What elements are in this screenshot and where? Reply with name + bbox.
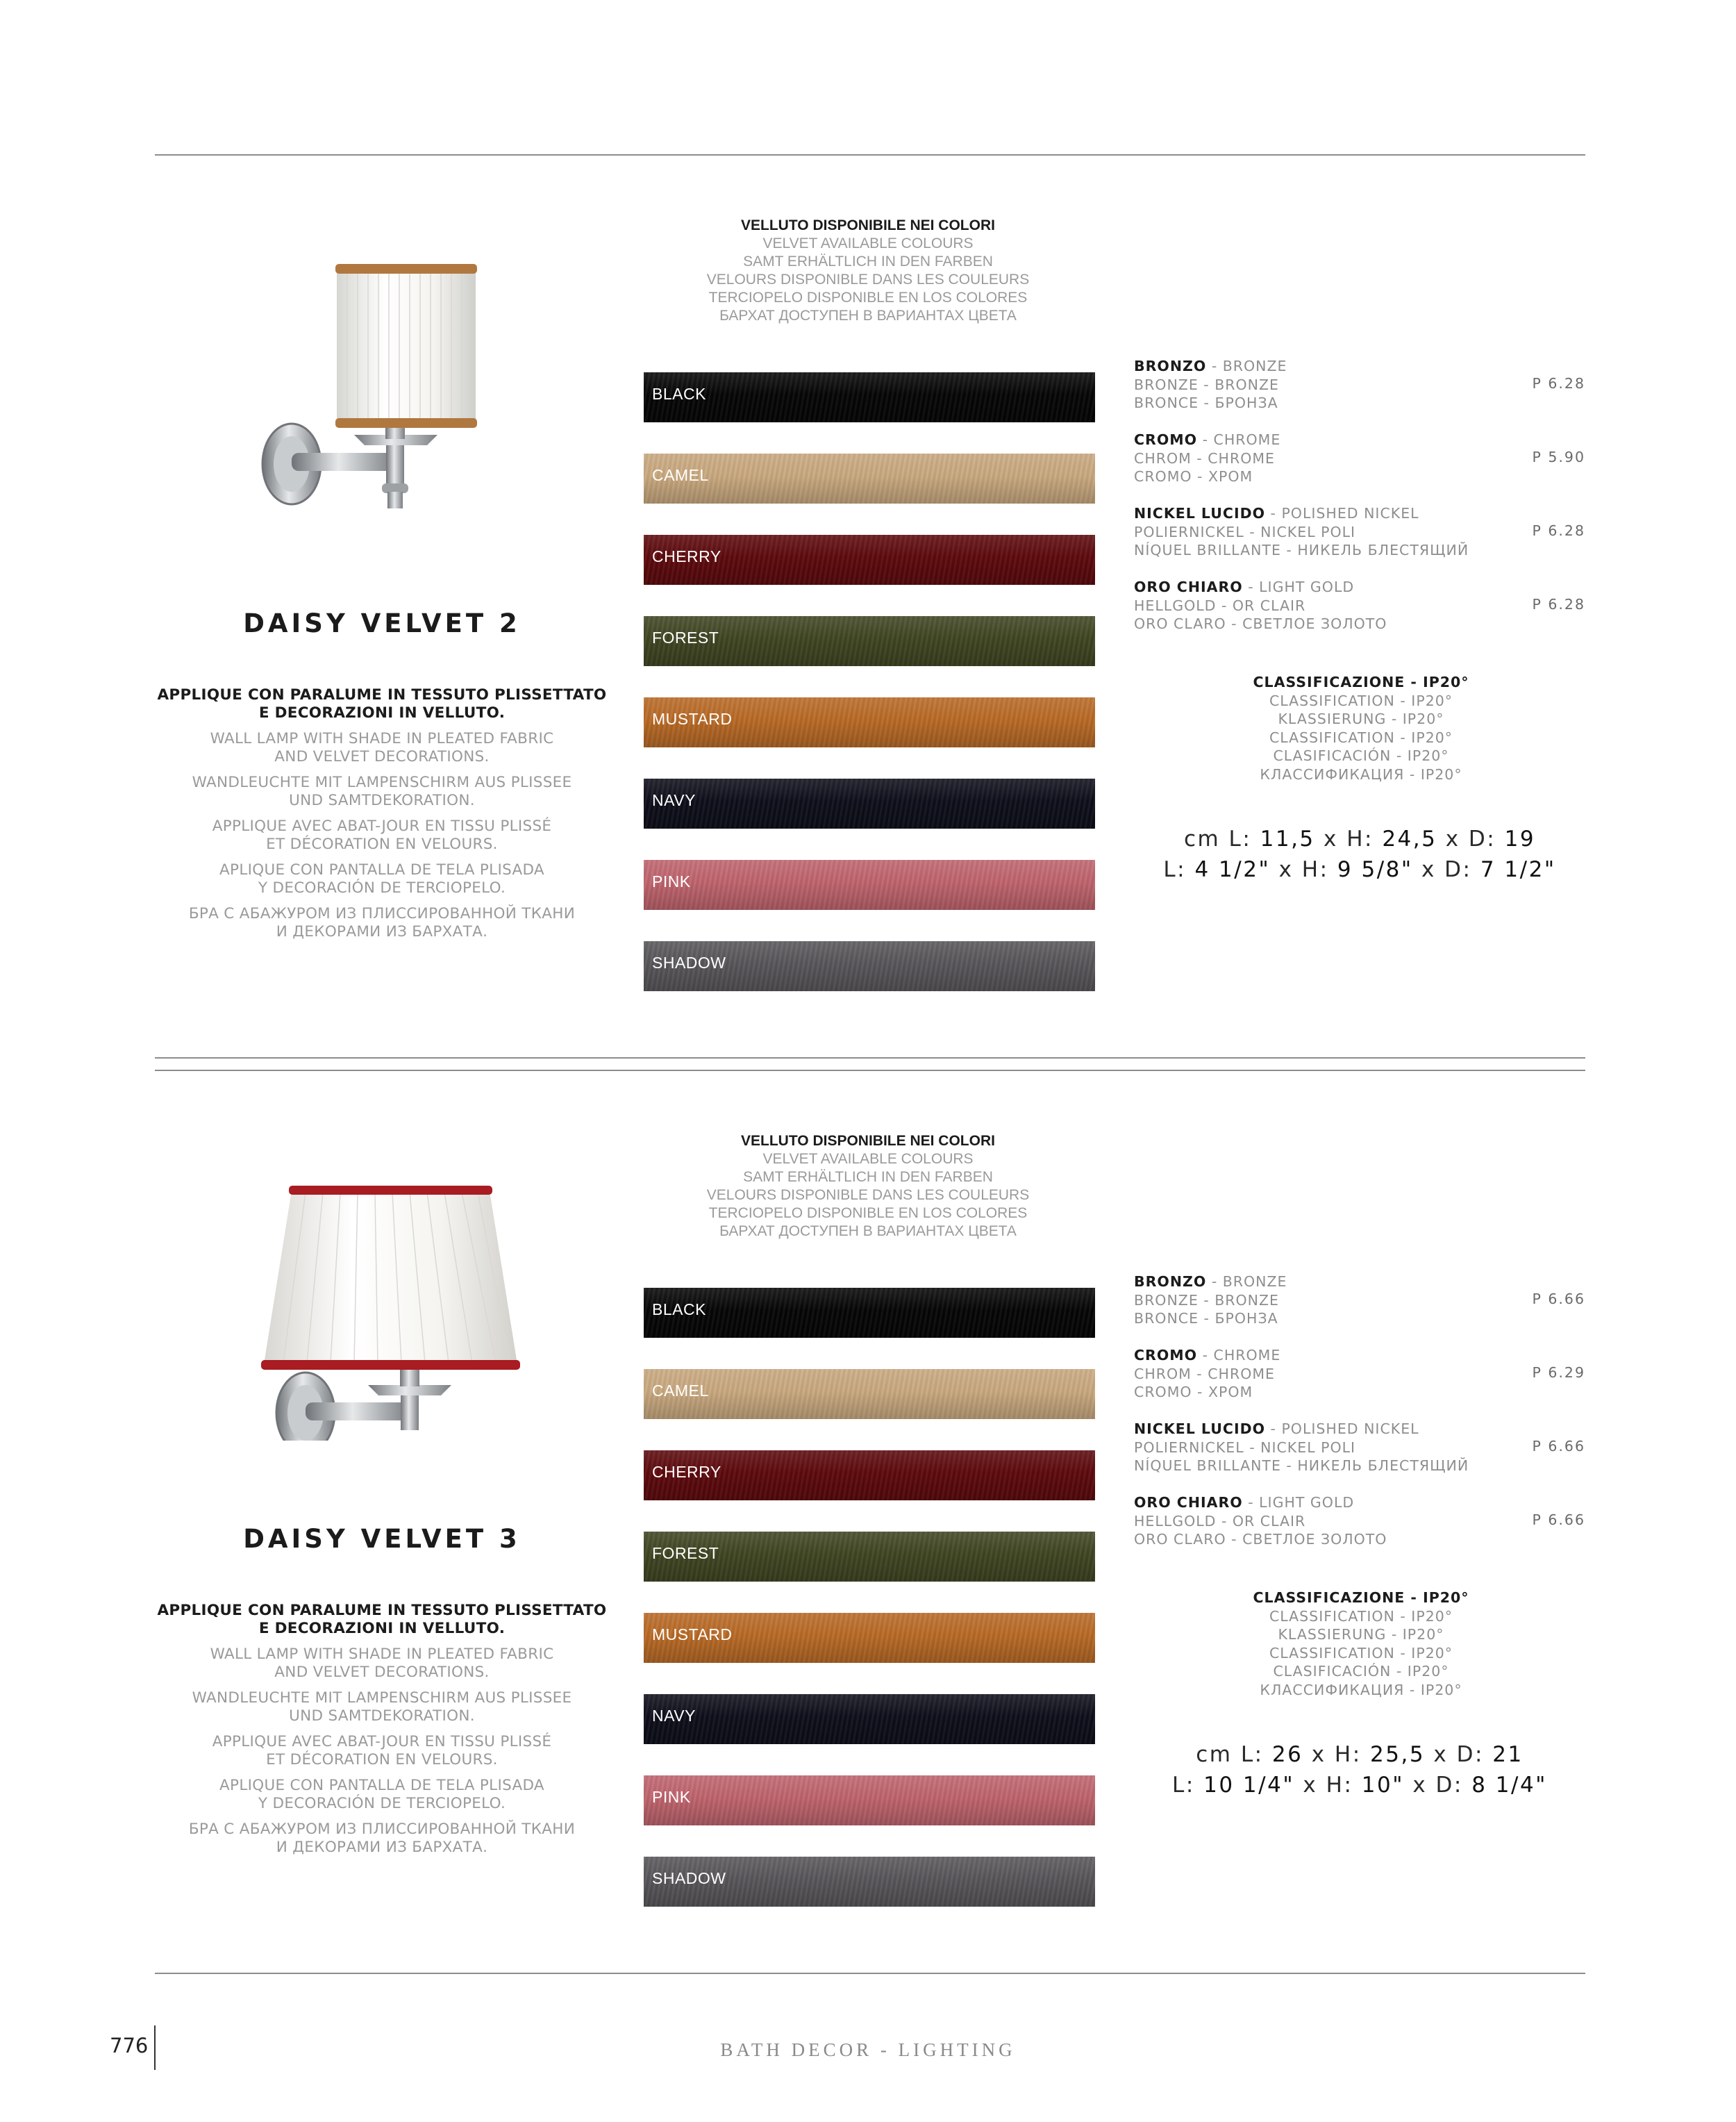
dim-value: 19 xyxy=(1504,827,1536,852)
finish-name-de-fr: CHROM - CHROME xyxy=(1134,1365,1275,1382)
finish-cromo xyxy=(1134,431,1585,486)
desc-en: WALL LAMP WITH SHADE IN PLEATED FABRIC AND VELVET DECORATIONS. xyxy=(210,1646,554,1681)
velvet-heading-en: VELVET AVAILABLE COLOURS xyxy=(762,1151,974,1167)
product-description xyxy=(153,1602,611,1864)
swatch-mustard xyxy=(644,697,1095,747)
finish-price: P 6.66 xyxy=(1532,1511,1585,1528)
dim-value: 7 1/2" xyxy=(1480,857,1556,882)
desc-es: APLIQUE CON PANTALLA DE TELA PLISADA Y DECORACIÓN DE TERCIOPELO. xyxy=(219,1777,544,1812)
desc-ru: БРА С АБАЖУРОМ ИЗ ПЛИССИРОВАННОЙ ТКАНИ И ДЕКОРАМИ ИЗ БАРХАТА. xyxy=(188,1821,576,1856)
finish-name-de-fr: POLIERNICKEL - NICKEL POLI xyxy=(1134,523,1356,540)
product-title: DAISY VELVET 3 xyxy=(243,1524,521,1554)
dim-label: x H: xyxy=(1314,827,1383,852)
finish-oro xyxy=(1134,578,1585,633)
velvet-heading-it: VELLUTO DISPONIBILE NEI COLORI xyxy=(741,217,995,233)
classification-fr: CLASSIFICATION - IP20° xyxy=(1269,729,1453,746)
desc-es: APLIQUE CON PANTALLA DE TELA PLISADA Y DECORACIÓN DE TERCIOPELO. xyxy=(219,861,544,897)
swatch-label: CHERRY xyxy=(652,547,721,565)
velvet-heading-it: VELLUTO DISPONIBILE NEI COLORI xyxy=(741,1133,995,1149)
desc-fr: APPLIQUE AVEC ABAT-JOUR EN TISSU PLISSÉ ET DÉCORATION EN VELOURS. xyxy=(212,1733,552,1768)
finish-bronzo xyxy=(1134,357,1585,413)
dimensions-inch xyxy=(1134,1770,1585,1800)
dim-label: cm L: xyxy=(1183,827,1260,852)
finish-nickel xyxy=(1134,1420,1585,1475)
dim-value: 24,5 xyxy=(1382,827,1437,852)
swatch-label: PINK xyxy=(652,872,691,890)
finish-name-en: - LIGHT GOLD xyxy=(1242,1494,1355,1511)
finish-price: P 6.28 xyxy=(1532,596,1585,613)
classification-en: CLASSIFICATION - IP20° xyxy=(1269,1607,1453,1625)
finish-name: CROMO xyxy=(1134,1347,1198,1363)
swatch-label: FOREST xyxy=(652,1543,719,1562)
dim-label: x D: xyxy=(1425,1742,1493,1767)
dim-value: 25,5 xyxy=(1370,1742,1426,1767)
dim-value: 21 xyxy=(1492,1742,1524,1767)
classification-fr: CLASSIFICATION - IP20° xyxy=(1269,1644,1453,1661)
swatch-label: SHADOW xyxy=(652,953,726,972)
finish-nickel xyxy=(1134,504,1585,560)
velvet-heading-de: SAMT ERHÄLTLICH IN DEN FARBEN xyxy=(743,1169,993,1185)
page-number-divider xyxy=(154,2025,156,2070)
finish-name-es-ru: CROMO - ХРОМ xyxy=(1134,1384,1253,1400)
finish-name: BRONZO xyxy=(1134,1273,1207,1290)
finish-name: BRONZO xyxy=(1134,358,1207,374)
desc-de: WANDLEUCHTE MIT LAMPENSCHIRM AUS PLISSEE UND SAMTDEKORATION. xyxy=(192,774,572,809)
lamp-image-daisy-velvet-3 xyxy=(250,1121,528,1441)
finish-name-en: - POLISHED NICKEL xyxy=(1265,505,1419,522)
finish-name-en: - CHROME xyxy=(1197,1347,1281,1363)
dim-label: L: xyxy=(1163,857,1195,882)
velvet-heading-ru: БАРХАТ ДОСТУПЕН В ВАРИАНТАХ ЦВЕТА xyxy=(719,1223,1017,1239)
desc-ru: БРА С АБАЖУРОМ ИЗ ПЛИССИРОВАННОЙ ТКАНИ И ДЕКОРАМИ ИЗ БАРХАТА. xyxy=(188,905,576,940)
finish-name-de-fr: BRONZE - BRONZE xyxy=(1134,376,1279,393)
velvet-heading-es: TERCIOPELO DISPONIBLE EN LOS COLORES xyxy=(708,290,1028,306)
swatch-pink xyxy=(644,860,1095,910)
swatch-black xyxy=(644,1288,1095,1338)
dim-label: x D: xyxy=(1403,1773,1472,1798)
finish-price: P 5.90 xyxy=(1532,449,1585,465)
swatch-label: NAVY xyxy=(652,1706,696,1725)
classification-it: CLASSIFICAZIONE - IP20° xyxy=(1253,1589,1469,1606)
swatch-label: NAVY xyxy=(652,790,696,809)
velvet-heading-fr: VELOURS DISPONIBLE DANS LES COULEURS xyxy=(706,272,1030,288)
finish-name-en: - BRONZE xyxy=(1206,358,1287,374)
finish-oro xyxy=(1134,1493,1585,1549)
finish-name-de-fr: POLIERNICKEL - NICKEL POLI xyxy=(1134,1439,1356,1456)
dim-label: cm L: xyxy=(1196,1742,1272,1767)
swatch-camel xyxy=(644,1369,1095,1419)
dim-value: 26 xyxy=(1271,1742,1303,1767)
swatch-label: SHADOW xyxy=(652,1868,726,1887)
finish-name: NICKEL LUCIDO xyxy=(1134,1420,1266,1437)
dim-value: 10 1/4" xyxy=(1203,1773,1295,1798)
swatch-navy xyxy=(644,1694,1095,1744)
finish-price: P 6.28 xyxy=(1532,522,1585,539)
finish-name-de-fr: HELLGOLD - OR CLAIR xyxy=(1134,597,1306,614)
finish-name-en: - POLISHED NICKEL xyxy=(1265,1420,1419,1437)
swatch-cherry xyxy=(644,1450,1095,1500)
dim-label: x H: xyxy=(1303,1742,1371,1767)
finish-name-es-ru: NÍQUEL BRILLANTE - НИКЕЛЬ БЛЕСТЯЩИЙ xyxy=(1134,542,1469,558)
dim-label: x D: xyxy=(1437,827,1505,852)
footer-title: BATH DECOR - LIGHTING xyxy=(720,2039,1016,2060)
swatch-label: PINK xyxy=(652,1787,691,1806)
swatch-navy xyxy=(644,779,1095,829)
velvet-colours-heading xyxy=(667,1132,1069,1241)
velvet-heading-es: TERCIOPELO DISPONIBLE EN LOS COLORES xyxy=(708,1205,1028,1221)
classification-es: CLASIFICACIÓN - IP20° xyxy=(1273,747,1449,764)
swatch-label: CAMEL xyxy=(652,1381,709,1400)
finish-price: P 6.66 xyxy=(1532,1291,1585,1307)
finish-name-es-ru: ORO CLARO - СВЕТЛОЕ ЗОЛОТО xyxy=(1134,615,1387,632)
finish-price: P 6.28 xyxy=(1532,375,1585,392)
swatch-black xyxy=(644,372,1095,422)
dim-label: x H: xyxy=(1270,857,1337,882)
finish-bronzo xyxy=(1134,1273,1585,1328)
dim-value: 4 1/2" xyxy=(1194,857,1271,882)
finish-name-de-fr: HELLGOLD - OR CLAIR xyxy=(1134,1512,1306,1530)
top-rule xyxy=(155,154,1585,156)
dimensions-cm xyxy=(1134,1739,1585,1770)
dim-label: L: xyxy=(1172,1773,1204,1798)
desc-it: APPLIQUE CON PARALUME IN TESSUTO PLISSETTATO E DECORAZIONI IN VELLUTO. xyxy=(157,1602,607,1637)
product-daisy-velvet-3 xyxy=(0,1079,1736,1982)
finish-name: ORO CHIARO xyxy=(1134,579,1243,595)
swatch-shadow xyxy=(644,941,1095,991)
swatch-label: MUSTARD xyxy=(652,709,733,728)
dim-value: 11,5 xyxy=(1260,827,1315,852)
finish-name-en: - LIGHT GOLD xyxy=(1242,579,1355,595)
finish-name-de-fr: BRONZE - BRONZE xyxy=(1134,1291,1279,1309)
dim-value: 9 5/8" xyxy=(1337,857,1413,882)
lamp-image-daisy-velvet-2 xyxy=(250,206,528,525)
classification xyxy=(1153,1589,1569,1699)
finish-name-es-ru: BRONCE - БРОНЗА xyxy=(1134,1310,1278,1327)
classification-en: CLASSIFICATION - IP20° xyxy=(1269,692,1453,709)
dim-label: x H: xyxy=(1294,1773,1362,1798)
velvet-colours-heading xyxy=(667,217,1069,325)
classification-ru: КЛАССИФИКАЦИЯ - IP20° xyxy=(1260,1681,1462,1698)
swatch-camel xyxy=(644,454,1095,504)
swatch-pink xyxy=(644,1775,1095,1825)
velvet-heading-fr: VELOURS DISPONIBLE DANS LES COULEURS xyxy=(706,1187,1030,1203)
dim-label: x D: xyxy=(1412,857,1480,882)
swatch-forest xyxy=(644,1532,1095,1582)
desc-it: APPLIQUE CON PARALUME IN TESSUTO PLISSETTATO E DECORAZIONI IN VELLUTO. xyxy=(157,686,607,722)
desc-de: WANDLEUCHTE MIT LAMPENSCHIRM AUS PLISSEE UND SAMTDEKORATION. xyxy=(192,1689,572,1725)
swatch-label: BLACK xyxy=(652,1300,706,1318)
dim-value: 10" xyxy=(1361,1773,1404,1798)
classification-ru: КЛАССИФИКАЦИЯ - IP20° xyxy=(1260,765,1462,783)
finish-name-es-ru: ORO CLARO - СВЕТЛОЕ ЗОЛОТО xyxy=(1134,1531,1387,1548)
dimensions-inch xyxy=(1134,854,1585,885)
product-title: DAISY VELVET 2 xyxy=(243,608,521,638)
swatch-forest xyxy=(644,616,1095,666)
classification-de: KLASSIERUNG - IP20° xyxy=(1278,711,1444,727)
product-daisy-velvet-2 xyxy=(0,164,1736,1067)
product-description xyxy=(153,686,611,949)
desc-fr: APPLIQUE AVEC ABAT-JOUR EN TISSU PLISSÉ ET DÉCORATION EN VELOURS. xyxy=(212,818,552,853)
swatch-label: CHERRY xyxy=(652,1462,721,1481)
dimensions xyxy=(1134,1739,1585,1800)
finish-name-en: - BRONZE xyxy=(1206,1273,1287,1290)
finish-name-es-ru: BRONCE - БРОНЗА xyxy=(1134,395,1278,411)
finish-price: P 6.29 xyxy=(1532,1364,1585,1381)
velvet-heading-de: SAMT ERHÄLTLICH IN DEN FARBEN xyxy=(743,254,993,270)
velvet-heading-ru: БАРХАТ ДОСТУПЕН В ВАРИАНТАХ ЦВЕТА xyxy=(719,308,1017,324)
swatch-mustard xyxy=(644,1613,1095,1663)
finish-price: P 6.66 xyxy=(1532,1438,1585,1454)
swatch-label: FOREST xyxy=(652,628,719,647)
page-number: 776 xyxy=(110,2034,149,2057)
dimensions-cm xyxy=(1134,824,1585,854)
finish-name-de-fr: CHROM - CHROME xyxy=(1134,449,1275,467)
dim-value: 8 1/4" xyxy=(1471,1773,1547,1798)
swatch-shadow xyxy=(644,1857,1095,1907)
finish-name: ORO CHIARO xyxy=(1134,1494,1243,1511)
swatch-label: CAMEL xyxy=(652,465,709,484)
finish-name-es-ru: CROMO - ХРОМ xyxy=(1134,468,1253,485)
finish-name-en: - CHROME xyxy=(1197,431,1281,448)
desc-en: WALL LAMP WITH SHADE IN PLEATED FABRIC AND VELVET DECORATIONS. xyxy=(210,730,554,765)
finish-name: NICKEL LUCIDO xyxy=(1134,505,1266,522)
classification-es: CLASIFICACIÓN - IP20° xyxy=(1273,1663,1449,1680)
finish-name-es-ru: NÍQUEL BRILLANTE - НИКЕЛЬ БЛЕСТЯЩИЙ xyxy=(1134,1457,1469,1474)
finish-cromo xyxy=(1134,1346,1585,1402)
section-divider-bottom xyxy=(155,1070,1585,1071)
classification-de: KLASSIERUNG - IP20° xyxy=(1278,1626,1444,1643)
finish-name: CROMO xyxy=(1134,431,1198,448)
classification xyxy=(1153,673,1569,784)
swatch-label: BLACK xyxy=(652,384,706,403)
dimensions xyxy=(1134,824,1585,885)
velvet-heading-en: VELVET AVAILABLE COLOURS xyxy=(762,235,974,251)
classification-it: CLASSIFICAZIONE - IP20° xyxy=(1253,674,1469,690)
swatch-label: MUSTARD xyxy=(652,1625,733,1643)
swatch-cherry xyxy=(644,535,1095,585)
